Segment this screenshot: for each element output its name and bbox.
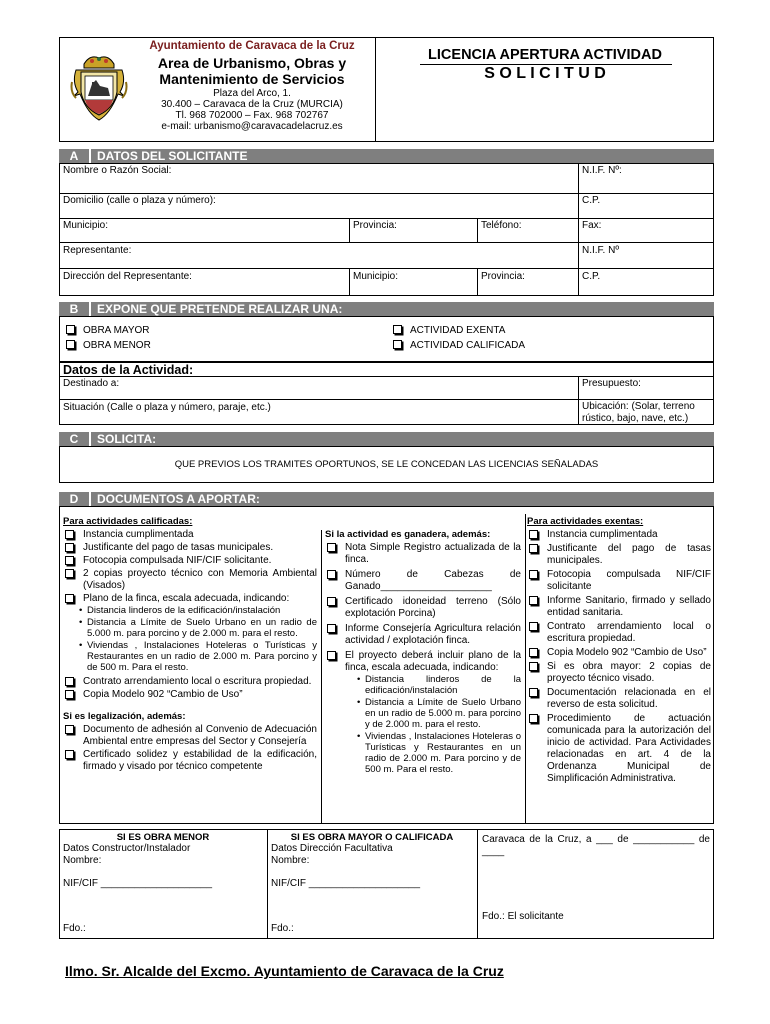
- calificadas-title: Para actividades calificadas:: [63, 516, 193, 527]
- list-item[interactable]: Copia Modelo 902 “Cambio de Uso”: [63, 689, 317, 701]
- legalizacion-title: Si es legalización, además:: [63, 711, 186, 722]
- checkbox-icon[interactable]: [66, 325, 75, 334]
- provincia-label: Provincia:: [353, 220, 397, 231]
- checkbox-icon[interactable]: [65, 530, 74, 539]
- coat-of-arms-logo: [70, 52, 128, 122]
- mayor-nombre-label: Nombre:: [271, 855, 310, 866]
- doc-subtitle: S O L I C I T U D: [484, 65, 606, 82]
- checkbox-icon[interactable]: [529, 622, 538, 631]
- solicitante-signature-label: Fdo.: El solicitante: [482, 911, 564, 922]
- col-ganadera: [325, 529, 521, 776]
- address-line-2: 30.400 – Caravaca de la Cruz (MURCIA): [161, 99, 343, 110]
- list-item[interactable]: 2 copias proyecto técnico con Memoria Ambiental (Visados): [63, 568, 317, 592]
- mayor-fdo-label: Fdo.:: [271, 923, 294, 934]
- bullet-item: • Viviendas , Instalaciones Hoteleras o Turísticas y Restaurantes en un radio de 2.000 m. Para porcino y de 500 m. Para el resto.: [79, 640, 317, 673]
- direccion-facultativa-label: Datos Dirección Facultativa: [271, 843, 393, 854]
- list-item[interactable]: El proyecto deberá incluir plano de la finca, escala adecuada, indicando: • Distancia linderos de la edificación/instalación • Distancia a Límite de Suelo Urbano en un radio de 5.000 m. para porcino y de 2.000 m. para el resto. • Viviendas , Instalaciones Hoteleras o Turísticas y Restaurantes en un radio de 2.000 m. Para porcino y de 500 m. Para el resto.: [325, 650, 521, 775]
- checkbox-icon[interactable]: [529, 648, 538, 657]
- menor-fdo-label: Fdo.:: [63, 923, 86, 934]
- fax-label: Fax:: [582, 220, 602, 231]
- list-item[interactable]: Si es obra mayor: 2 copias de proyecto técnico visado.: [527, 661, 711, 685]
- ubicacion-label: Ubicación: (Solar, terreno rústico, bajo, nave, etc.): [582, 401, 695, 424]
- provincia-rep-label: Provincia:: [481, 271, 525, 282]
- checkbox-icon[interactable]: [65, 569, 74, 578]
- option-obra-mayor[interactable]: OBRA MAYOR: [66, 325, 150, 337]
- nombre-label: Nombre o Razón Social:: [63, 165, 172, 176]
- list-item[interactable]: Copia Modelo 902 “Cambio de Uso”: [527, 647, 711, 659]
- section-d-letter: D: [59, 492, 91, 507]
- cp-rep-label: C.P.: [582, 271, 601, 282]
- section-a-bar: [59, 149, 714, 164]
- checkbox-icon[interactable]: [529, 688, 538, 697]
- section-b-title: EXPONE QUE PRETENDE REALIZAR UNA:: [97, 302, 343, 316]
- bullet-item: • Distancia a Límite de Suelo Urbano en un radio de 5.000 m. para porcino y de 2.000 m. para el resto.: [79, 617, 317, 639]
- list-item[interactable]: Contrato arrendamiento local o escritura propiedad.: [63, 676, 317, 688]
- section-c-bar: [59, 432, 714, 447]
- dept-line-1: Area de Urbanismo, Obras y: [157, 55, 347, 71]
- municipio-rep-label: Municipio:: [353, 271, 399, 282]
- dept-line-2: Mantenimiento de Servicios: [159, 71, 345, 87]
- option-actividad-calificada[interactable]: ACTIVIDAD CALIFICADA: [393, 340, 525, 352]
- option-actividad-exenta[interactable]: ACTIVIDAD EXENTA: [393, 325, 505, 337]
- exentas-title: Para actividades exentas:: [527, 516, 644, 527]
- presupuesto-label: Presupuesto:: [582, 378, 641, 389]
- list-item[interactable]: Informe Consejería Agricultura relación actividad / explotación finca.: [325, 623, 521, 647]
- list-item[interactable]: Informe Sanitario, firmado y sellado entidad sanitaria.: [527, 595, 711, 619]
- list-item[interactable]: Instancia cumplimentada: [527, 529, 711, 541]
- bullet-item: • Distancia linderos de la edificación/instalación: [79, 605, 317, 616]
- section-a-title: DATOS DEL SOLICITANTE: [97, 149, 248, 163]
- obra-mayor-title: SI ES OBRA MAYOR O CALIFICADA: [290, 832, 454, 843]
- menor-nif-label: NIF/CIF ____________________: [63, 878, 213, 889]
- situacion-label: Situación (Calle o plaza y número, paraje, etc.): [63, 402, 271, 413]
- list-item[interactable]: Certificado idoneidad terreno (Sólo explotación Porcina): [325, 596, 521, 620]
- checkbox-icon[interactable]: [393, 325, 402, 334]
- checkbox-icon[interactable]: [65, 556, 74, 565]
- direccion-rep-label: Dirección del Representante:: [63, 271, 192, 282]
- mayor-nif-label: NIF/CIF ____________________: [271, 878, 421, 889]
- option-obra-menor[interactable]: OBRA MENOR: [66, 340, 151, 352]
- checkbox-icon[interactable]: [529, 596, 538, 605]
- section-b-letter: B: [59, 302, 91, 317]
- domicilio-label: Domicilio (calle o plaza y número):: [63, 195, 216, 206]
- section-c-title: SOLICITA:: [97, 432, 157, 446]
- constructor-label: Datos Constructor/Instalador: [63, 843, 191, 854]
- checkbox-icon[interactable]: [327, 570, 336, 579]
- address-line-1: Plaza del Arco, 1.: [213, 88, 291, 99]
- checkbox-icon[interactable]: [393, 340, 402, 349]
- list-item[interactable]: Instancia cumplimentada: [63, 529, 317, 541]
- list-item[interactable]: Documento de adhesión al Convenio de Adecuación Ambiental entre empresas del Sector y Consejería: [63, 724, 317, 748]
- section-c-letter: C: [59, 432, 91, 447]
- bullet-item: • Distancia linderos de la edificación/instalación: [357, 674, 521, 696]
- bullet-item: • Distancia a Límite de Suelo Urbano en un radio de 5.000 m. para porcino y de 2.000 m. para el resto.: [357, 697, 521, 730]
- checkbox-icon[interactable]: [327, 543, 336, 552]
- ganadera-title: Si la actividad es ganadera, además:: [325, 529, 491, 540]
- municipio-label: Municipio:: [63, 220, 109, 231]
- addressee: Ilmo. Sr. Alcalde del Excmo. Ayuntamiento de Caravaca de la Cruz: [65, 963, 504, 979]
- section-d-bar: [59, 492, 714, 507]
- list-item[interactable]: Justificante del pago de tasas municipales.: [527, 543, 711, 567]
- checkbox-icon[interactable]: [65, 725, 74, 734]
- checkbox-icon[interactable]: [529, 570, 538, 579]
- doc-title: LICENCIA APERTURA ACTIVIDAD: [428, 47, 662, 63]
- checkbox-icon[interactable]: [65, 750, 74, 759]
- list-item[interactable]: Documentación relacionada en el reverso de esta solicitud.: [527, 687, 711, 711]
- org-name: Ayuntamiento de Caravaca de la Cruz: [149, 40, 355, 52]
- checkbox-icon[interactable]: [327, 624, 336, 633]
- section-a-letter: A: [59, 149, 91, 164]
- checkbox-icon[interactable]: [65, 543, 74, 552]
- list-item[interactable]: Contrato arrendamiento local o escritura propiedad.: [527, 621, 711, 645]
- telefono-label: Teléfono:: [481, 220, 522, 231]
- list-item[interactable]: Plano de la finca, escala adecuada, indicando: • Distancia linderos de la edificación/instalación • Distancia a Límite de Suelo Urbano en un radio de 5.000 m. para porcino y de 2.000 m. para el resto. • Viviendas , Instalaciones Hoteleras o Turísticas y Restaurantes en un radio de 2.000 m. Para porcino y de 500 m. Para el resto.: [63, 593, 317, 673]
- section-b-options: [59, 316, 714, 362]
- cp-label: C.P.: [582, 195, 601, 206]
- section-b-bar: [59, 302, 714, 317]
- nif-label: N.I.F. Nº:: [582, 165, 622, 176]
- place-date-line: Caravaca de la Cruz, a ___ de ___________ de ____: [482, 834, 710, 857]
- list-item[interactable]: Fotocopia compulsada NIF/CIF solicitante: [527, 569, 711, 593]
- checkbox-icon[interactable]: [529, 662, 538, 671]
- checkbox-icon[interactable]: [327, 651, 336, 660]
- datos-actividad-title: Datos de la Actividad:: [63, 363, 194, 377]
- list-item[interactable]: Procedimiento de actuación comunicada para la autorización del inicio de actividad. Para Actividades relacionadas en art. 4 de la Ordenanza Municipal de Simplificación Administrativa.: [527, 713, 711, 785]
- representante-label: Representante:: [63, 245, 132, 256]
- nif-rep-label: N.I.F. Nº: [582, 245, 619, 256]
- obra-menor-title: SI ES OBRA MENOR: [116, 832, 210, 843]
- list-item[interactable]: Número de Cabezas de Ganado____________________: [325, 569, 521, 593]
- checkbox-icon[interactable]: [65, 690, 74, 699]
- list-item[interactable]: Certificado solidez y estabilidad de la edificación, firmado y visado por técnico competente: [63, 749, 317, 773]
- checkbox-icon[interactable]: [66, 340, 75, 349]
- list-item[interactable]: Nota Simple Registro actualizada de la finca.: [325, 542, 521, 566]
- menor-nombre-label: Nombre:: [63, 855, 102, 866]
- checkbox-icon[interactable]: [65, 677, 74, 686]
- checkbox-icon[interactable]: [529, 714, 538, 723]
- list-item[interactable]: Fotocopia compulsada NIF/CIF solicitante.: [63, 555, 317, 567]
- col-exentas: [527, 516, 711, 786]
- col-calificadas: [63, 516, 317, 774]
- checkbox-icon[interactable]: [327, 597, 336, 606]
- destinado-label: Destinado a:: [63, 378, 120, 389]
- checkbox-icon[interactable]: [65, 594, 74, 603]
- email-line: e-mail: urbanismo@caravacadelacruz.es: [161, 121, 343, 132]
- solicita-text: QUE PREVIOS LOS TRAMITES OPORTUNOS, SE LE CONCEDAN LAS LICENCIAS SEÑALADAS: [174, 459, 599, 470]
- checkbox-icon[interactable]: [529, 530, 538, 539]
- checkbox-icon[interactable]: [529, 544, 538, 553]
- phone-line: Tl. 968 702000 – Fax. 968 702767: [175, 110, 329, 121]
- bullet-item: • Viviendas , Instalaciones Hoteleras o Turísticas y Restaurantes en un radio de 2.000 m. Para porcino y de 500 m. Para el resto.: [357, 731, 521, 775]
- list-item[interactable]: Justificante del pago de tasas municipales.: [63, 542, 317, 554]
- section-d-title: DOCUMENTOS A APORTAR:: [97, 492, 260, 506]
